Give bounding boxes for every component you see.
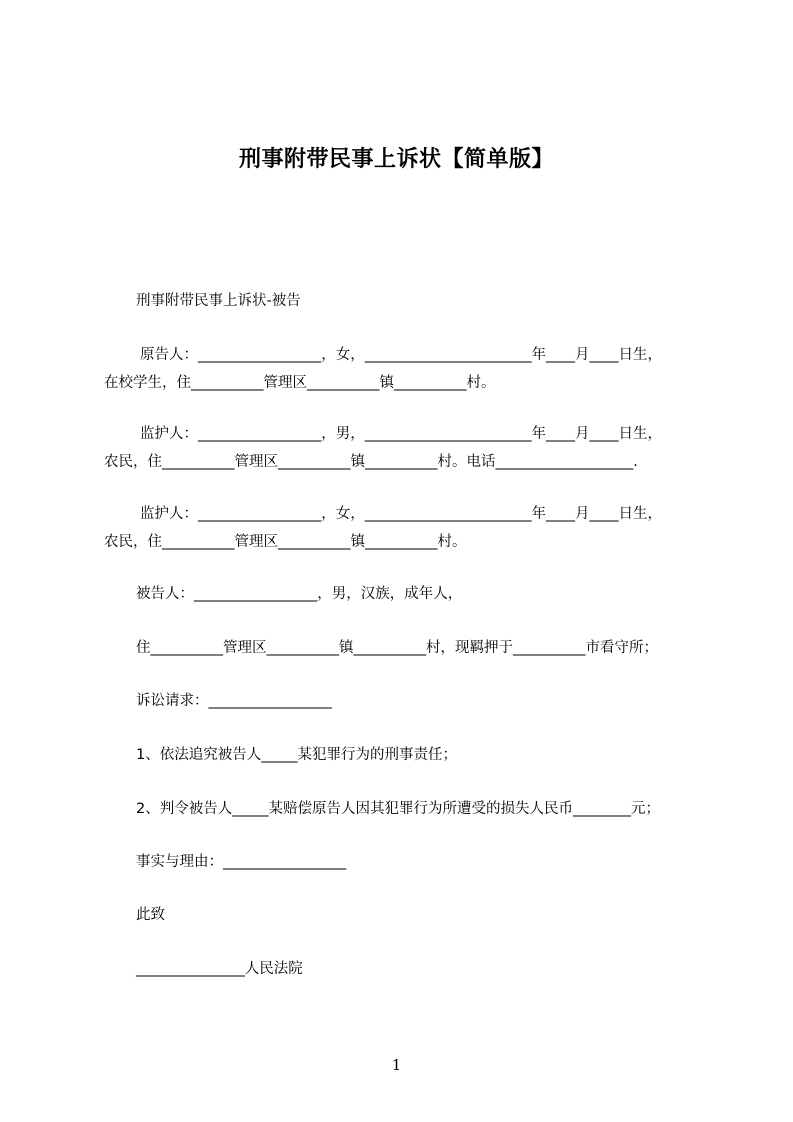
- court-line: _______________人民法院: [136, 961, 303, 977]
- claims-heading: 诉讼请求：_________________: [136, 693, 332, 709]
- guardian-male-line: 监护人：_________________，男，_______________________年____月____日生，: [140, 426, 662, 442]
- document-title: 刑事附带民事上诉状【简单版】: [238, 147, 554, 172]
- defendant-line: 被告人：_________________，男，汉族，成年人，: [136, 586, 463, 602]
- guardian-female-address-line: 农民，住__________管理区__________镇__________村。: [104, 534, 467, 550]
- defendant-address-line: 住__________管理区__________镇__________村，现羁押于__________市看守所；: [136, 640, 658, 656]
- closing-salutation: 此致: [136, 907, 165, 923]
- plaintiff-address-line: 在校学生，住__________管理区__________镇__________村。: [104, 375, 496, 391]
- facts-heading: 事实与理由：_________________: [136, 854, 347, 870]
- guardian-male-address-line: 农民，住__________管理区__________镇__________村。电话___________________.: [104, 454, 638, 470]
- claim-item-2: 2、判令被告人_____某赔偿原告人因其犯罪行为所遭受的损失人民币________元；: [136, 801, 660, 817]
- subtitle: 刑事附带民事上诉状-被告: [136, 293, 301, 309]
- claim-item-1: 1、依法追究被告人_____某犯罪行为的刑事责任；: [136, 747, 457, 763]
- plaintiff-line: 原告人：_________________，女，_______________________年____月____日生，: [140, 347, 662, 363]
- guardian-female-line: 监护人：_________________，女，_______________________年____月____日生，: [140, 506, 662, 522]
- page-number: 1: [391, 1056, 402, 1074]
